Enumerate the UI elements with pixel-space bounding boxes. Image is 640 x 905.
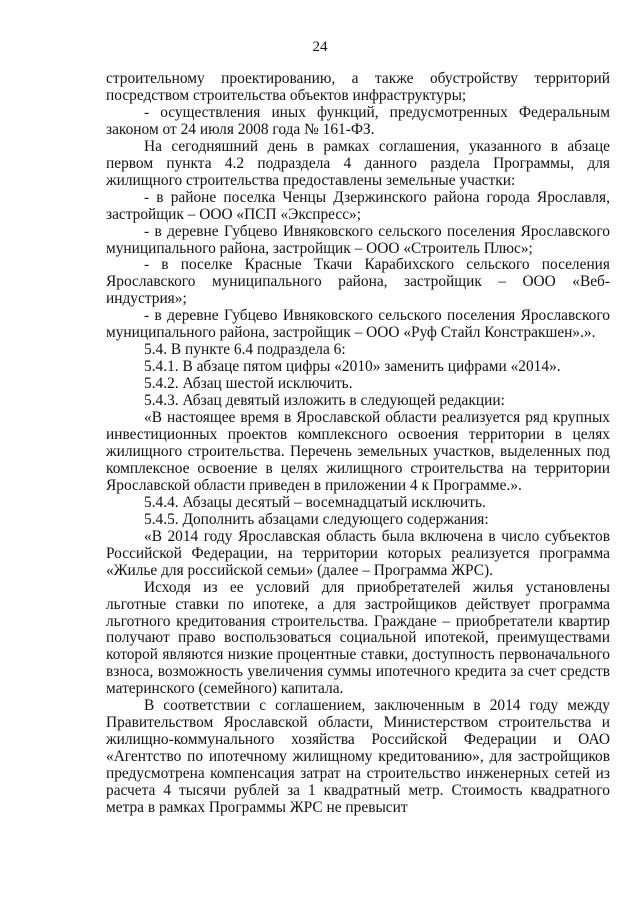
paragraph: - осуществления иных функций, предусмотренных Федеральным законом от 24 июля 2008 года № 161-ФЗ.	[106, 103, 610, 138]
page-number: 24	[312, 39, 328, 55]
paragraph: Исходя из ее условий для приобретателей жилья установлены льготные ставки по ипотеке, а для застройщиков действует программа льготного кредитования строительства. Граждане – приобретатели квартир получают право воспользоваться социальной ипотекой, преимуществами которой являются низкие процентные ставки, доступность первоначального взноса, возможность увеличения суммы ипотечного кредита за счет средств материнского (семейного) капитала.	[106, 578, 610, 698]
paragraph: - в районе поселка Ченцы Дзержинского района города Ярославля, застройщик – ООО «ПСП «Экспресс»;	[106, 188, 610, 223]
paragraph: 5.4.3. Абзац девятый изложить в следующей редакции:	[144, 392, 505, 410]
paragraph: - в деревне Губцево Ивняковского сельского поселения Ярославского муниципального района, застройщик – ООО «Руф Стайл Констракшен».».	[106, 307, 610, 342]
paragraph: строительному проектированию, а также обустройству территорий посредством строительства объектов инфраструктуры;	[106, 70, 610, 104]
paragraph: «В настоящее время в Ярославской области реализуется ряд крупных инвестиционных проектов комплексного освоения территории в целях жилищного строительства. Перечень земельных участков, выделенных под комплексное освоение в целях жилищного строительства на территории Ярославской области приведен в приложении 4 к Программе.».	[106, 409, 610, 494]
paragraph: В соответствии с соглашением, заключенным в 2014 году между Правительством Ярославской области, Министерством строительства и жилищно-коммунального хозяйства Российской Федерации и ОАО «Агентство по ипотечному жилищному кредитованию», для застройщиков предусмотрена компенсация затрат на строительство инженерных сетей из расчета 4 тысячи рублей за 1 квадратный метр. Стоимость квадратного метра в рамках Программы ЖРС не превысит	[106, 697, 610, 816]
paragraph: - в деревне Губцево Ивняковского сельского поселения Ярославского муниципального района, застройщик – ООО «Строитель Плюс»;	[106, 222, 610, 257]
paragraph: На сегодняшний день в рамках соглашения, указанного в абзаце первом пункта 4.2 подраздела 4 данного раздела Программы, для жилищного строительства предоставлены земельные участки:	[106, 137, 610, 189]
paragraph: 5.4.2. Абзац шестой исключить.	[144, 375, 353, 393]
paragraph: 5.4.4. Абзацы десятый – восемнадцатый исключить.	[144, 493, 486, 511]
paragraph: 5.4.1. В абзаце пятом цифры «2010» заменить цифрами «2014».	[144, 358, 561, 376]
paragraph: «В 2014 году Ярославская область была включена в число субъектов Российской Федерации, на территории которых реализуется программа «Жилье для российской семьи» (далее – Программа ЖРС).	[106, 527, 610, 579]
paragraph: 5.4. В пункте 6.4 подраздела 6:	[144, 341, 346, 359]
document-body	[106, 71, 610, 817]
paragraph: 5.4.5. Дополнить абзацами следующего содержания:	[144, 510, 489, 528]
paragraph: - в поселке Красные Ткачи Карабихского сельского поселения Ярославского муниципального района, застройщик – ООО «Веб-индустрия»;	[106, 256, 610, 308]
